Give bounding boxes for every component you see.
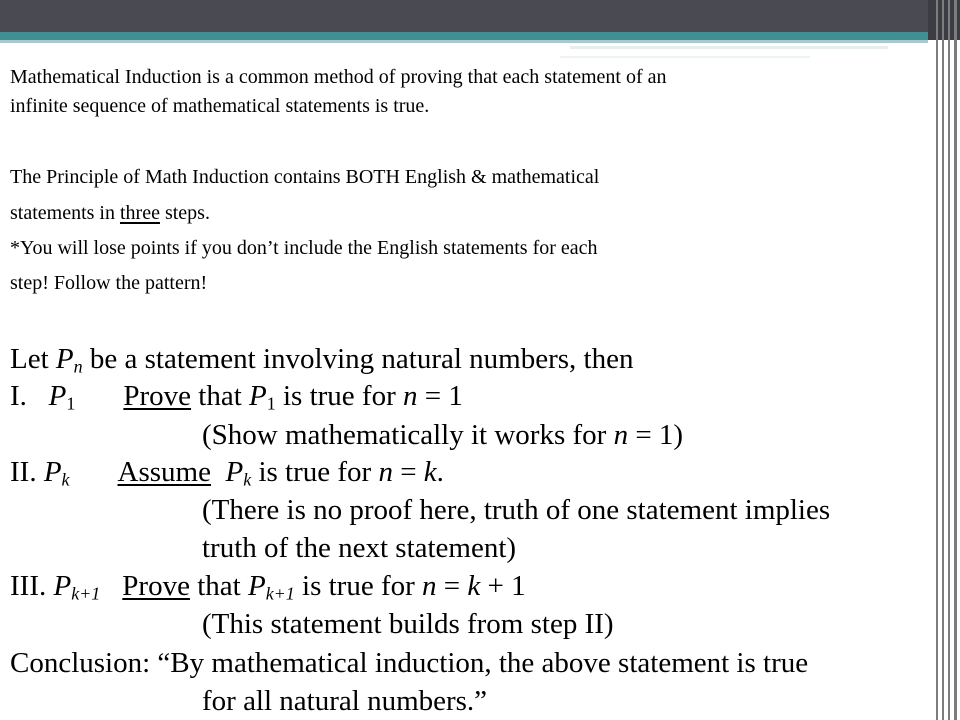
step-2-note-2: truth of the next statement) (202, 532, 517, 564)
principle-line-1: The Principle of Math Induction contains BOTH English & mathematical (10, 166, 600, 188)
decor-rule (570, 46, 888, 49)
teal-rule (0, 32, 928, 40)
corner-line (954, 0, 957, 720)
decor-rule (560, 56, 810, 58)
intro-line-1: Mathematical Induction is a common method of proving that each statement of an (10, 66, 667, 88)
step-3: III. $P_{k+1}$ Prove that $P_{k+1}$ is true for n = k + 1 (10, 570, 526, 604)
step-2-note-1: (There is no proof here, truth of one statement implies (202, 494, 831, 526)
intro-line-2: infinite sequence of mathematical statements is true. (10, 95, 430, 117)
corner-line (948, 0, 950, 720)
light-rule (0, 40, 928, 43)
step-1: I. $P_1$ Prove that $P_1$ is true for n = 1 (10, 380, 463, 414)
step-1-note: (Show mathematically it works for n = 1) (202, 419, 684, 451)
conclusion-line-1: Conclusion: “By mathematical induction, the above statement is true (10, 647, 809, 679)
principle-line-3: *You will lose points if you don’t include the English statements for each (10, 237, 598, 259)
conclusion-line-2: for all natural numbers.” (202, 685, 488, 717)
principle-line-4: step! Follow the pattern! (10, 272, 208, 294)
corner-line (936, 0, 938, 720)
corner-line (942, 0, 944, 720)
title-band (0, 0, 960, 32)
principle-line-2: statements in three steps. (10, 202, 210, 224)
let-statement: Let $P_n$ be a statement involving natural numbers, then (10, 343, 634, 377)
step-3-note: (This statement builds from step II) (202, 608, 614, 640)
step-2: II. $P_k$ Assume $P_k$ is true for n = k. (10, 456, 444, 490)
